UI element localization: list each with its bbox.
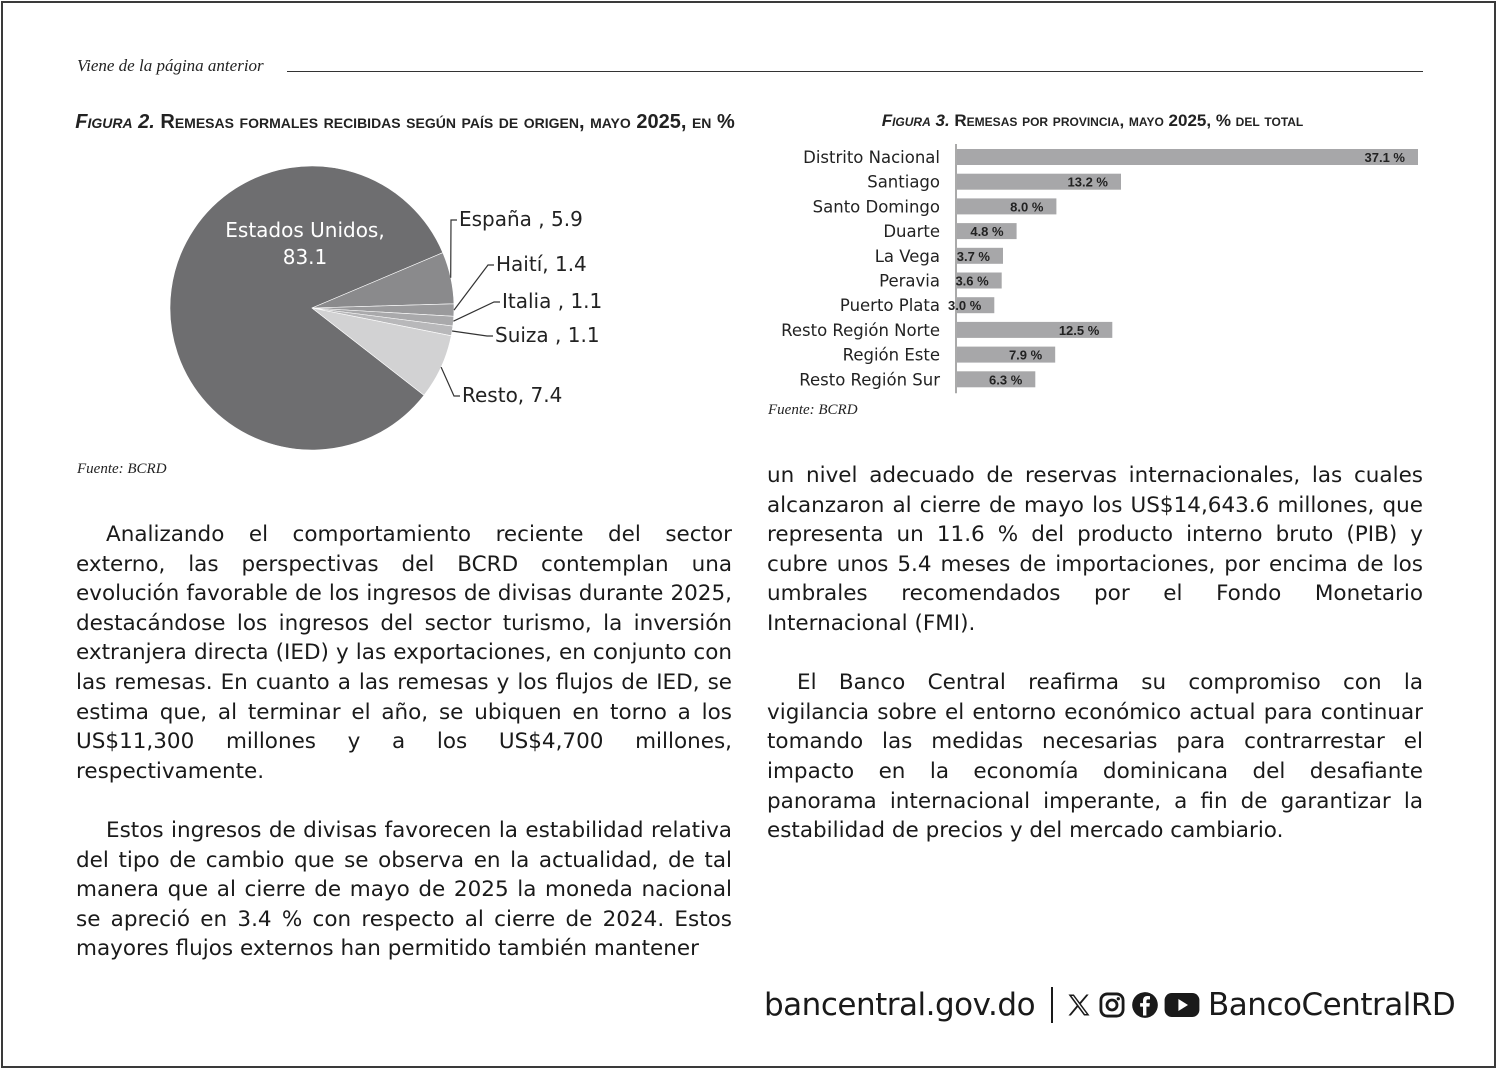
figure2-title-text: Remesas formales recibidas según país de origen, mayo 2025, en % bbox=[160, 111, 735, 133]
figure3-title bbox=[760, 110, 1425, 132]
bar-category-duarte: Duarte bbox=[883, 222, 940, 242]
footer-divider bbox=[1051, 987, 1053, 1023]
bar-chart bbox=[760, 142, 1440, 392]
figure2-title bbox=[75, 108, 735, 136]
pie-leader-resto bbox=[441, 367, 460, 396]
bar-category-resto-region-sur: Resto Región Sur bbox=[799, 370, 940, 390]
bar-value-la-vega: 3.7 % bbox=[956, 248, 990, 264]
bar-value-distrito-nacional: 37.1 % bbox=[1364, 150, 1405, 165]
figure3-title-text: Remesas por provincia, mayo 2025, % del total bbox=[954, 111, 1304, 130]
website-link[interactable]: bancentral.gov.do bbox=[764, 987, 1036, 1023]
bar-category-la-vega: La Vega bbox=[874, 246, 940, 266]
bar-value-resto-region-norte: 12.5 % bbox=[1058, 322, 1100, 338]
pie-value-estados-unidos: 83.1 bbox=[282, 245, 328, 269]
pie-label-espana: España , 5.9 bbox=[459, 207, 583, 231]
social-handle[interactable]: BancoCentralRD bbox=[1208, 987, 1456, 1023]
left-paragraph-1: Analizando el comportamiento reciente del sector externo, las perspectivas del BCRD contemplan una evolución favorable de los ingresos de divisas durante 2025, destacándose los ingresos del sector turismo, la inversión extranjera directa (IED) y las exportaciones, en conjunto con las remesas. En cuanto a las remesas y los flujos de IED, se estima que, al terminar el año, se ubiquen en torno a los US$11,300 millones y a los US$4,700 millones, respectivamente. bbox=[76, 522, 732, 784]
bar-category-resto-region-norte: Resto Región Norte bbox=[781, 320, 940, 340]
figure2-source: Fuente: BCRD bbox=[77, 461, 167, 477]
left-column bbox=[76, 520, 732, 964]
bar-category-puerto-plata: Puerto Plata bbox=[839, 296, 940, 316]
header-rule bbox=[287, 71, 1423, 72]
bar-value-duarte: 4.8 % bbox=[970, 224, 1004, 240]
x-icon[interactable] bbox=[1065, 991, 1093, 1019]
pie-label-haiti: Haití, 1.4 bbox=[496, 252, 587, 276]
youtube-icon[interactable] bbox=[1164, 991, 1200, 1019]
pie-chart bbox=[150, 170, 710, 450]
bar-value-santiago: 13.2 % bbox=[1067, 174, 1108, 190]
figure2-title-prefix: Figura 2. bbox=[75, 111, 155, 133]
right-paragraph-1: un nivel adecuado de reservas internacionales, las cuales alcanzaron al cierre de mayo los US$14,643.6 millones, que representa un 11.6 % del producto interno bruto (PIB) y cubre unos 5.4 meses de importaciones, por encima de los umbrales recomendados por el Fondo Monetario Internacional (FMI). bbox=[767, 463, 1423, 636]
figure3-source: Fuente: BCRD bbox=[768, 402, 858, 418]
pie-label-italia: Italia , 1.1 bbox=[502, 289, 603, 313]
left-paragraph-2: Estos ingresos de divisas favorecen la estabilidad relativa del tipo de cambio que se observa en la actualidad, de tal manera que al cierre de mayo de 2025 la moneda nacional se apreció en 3.4 % con respecto al cierre de 2024. Estos mayores flujos externos han permitido también mantener bbox=[76, 817, 732, 962]
social-icons bbox=[1065, 991, 1200, 1019]
bar-value-resto-region-sur: 6.3 % bbox=[989, 372, 1023, 388]
pie-leader-suiza bbox=[452, 331, 493, 336]
facebook-icon[interactable] bbox=[1131, 991, 1159, 1019]
bar-value-santo-domingo: 8.0 % bbox=[1010, 199, 1044, 215]
bar-distrito-nacional bbox=[957, 149, 1418, 165]
bar-category-santiago: Santiago bbox=[867, 172, 940, 192]
pie-leader-haiti bbox=[454, 265, 494, 310]
footer bbox=[764, 980, 1456, 1030]
right-column bbox=[767, 461, 1423, 846]
pie-label-resto: Resto, 7.4 bbox=[462, 383, 563, 407]
bar-category-santo-domingo: Santo Domingo bbox=[812, 197, 940, 217]
bar-value-region-este: 7.9 % bbox=[1008, 347, 1043, 363]
pie-label-suiza: Suiza , 1.1 bbox=[495, 323, 600, 347]
pie-leader-espana bbox=[451, 220, 457, 278]
bar-category-peravia: Peravia bbox=[879, 271, 940, 291]
continued-note: Viene de la página anterior bbox=[77, 56, 264, 75]
pie-label-estados-unidos: Estados Unidos, bbox=[225, 218, 385, 242]
bar-category-distrito-nacional: Distrito Nacional bbox=[803, 148, 940, 167]
bar-value-peravia: 3.6 % bbox=[955, 273, 989, 289]
pie-leader-italia bbox=[453, 302, 500, 321]
right-paragraph-2: El Banco Central reafirma su compromiso con la vigilancia sobre el entorno económico actual para continuar tomando las medidas necesarias para contrarrestar el impacto en la economía dominicana del desafiante panorama internacional imperante, a fin de garantizar la estabilidad de precios y del mercado cambiario. bbox=[767, 670, 1423, 844]
bar-category-region-este: Región Este bbox=[842, 345, 940, 365]
instagram-icon[interactable] bbox=[1098, 991, 1126, 1019]
figure3-title-prefix: Figura 3. bbox=[881, 111, 950, 130]
bar-value-puerto-plata: 3.0 % bbox=[948, 298, 982, 314]
